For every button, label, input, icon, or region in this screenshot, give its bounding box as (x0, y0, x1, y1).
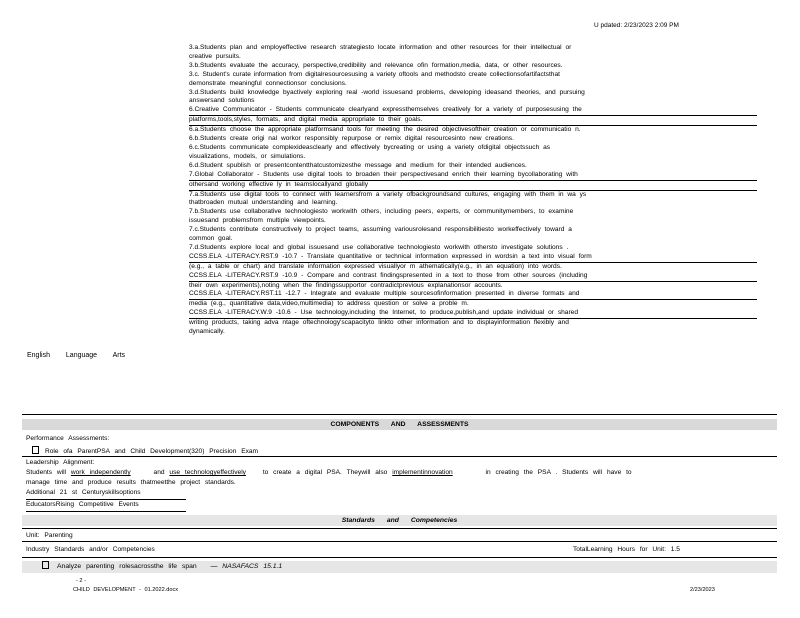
divider (22, 541, 777, 542)
standard-line: 7.Global Collaborator - Students use digital tools to broaden their perspectivesand enrich their learning bycollaborating with (189, 171, 757, 181)
industry-label: Industry Standards and/or Competencies (26, 546, 155, 553)
performance-item (26, 446, 258, 455)
standard-line: thatbroaden mutual understanding and learning. (189, 199, 338, 207)
components-header-band (22, 419, 777, 430)
text: Students will (26, 469, 67, 476)
components-title: COMPONENTS AND ASSESSMENTS (330, 421, 469, 428)
footer-filename: CHILD DEVELOPMENT - 01.2022.docx (73, 587, 179, 593)
standard-line: CCSS.ELA -LITERACY.W.9 -10.6 - Use technology,including the Internet, to produce,publish,and update individual or shared (189, 309, 757, 319)
divider (22, 414, 777, 415)
standard-line: CCSS.ELA -LITERACY.RST.9 -10.7 - Translate quantitative or technical information expressed in wordsin a text into visual form (189, 253, 757, 263)
standard-line: 3.c. Student's curate information from digitalresourcesusing a variety oftools and methodsto create collectionsofartifactsthat (189, 70, 560, 78)
text: in creating the PSA . Students will have to (485, 469, 632, 476)
standard-line: 7.a.Students use digital tools to connect with learnersfrom a variety ofbackgroundsand cultures, engaging with them in wa ys (189, 190, 587, 198)
standard-line: othersand working effective ly in teamslocallyand globally (189, 181, 757, 191)
subject-label: English Language Arts (27, 352, 126, 359)
footer-date: 2/23/2023 (690, 587, 715, 593)
divider (22, 528, 777, 529)
standard-line: 6.a.Students choose the appropriate platformsand tools for meeting the desired objectivesoftheir creation or communicatio n. (189, 126, 581, 134)
leadership-line-2: manage time and produce results thatmeetthe project standards. (26, 479, 236, 486)
divider (26, 499, 186, 500)
performance-item-text: Role ofa ParentPSA and Child Development(320) Precision Exam (45, 448, 259, 455)
text-underlined: use technologyeffectively (169, 469, 246, 476)
leadership-label: Leadership Alignment: (26, 459, 95, 466)
divider (22, 557, 777, 558)
text-underlined: implementinnovation (392, 469, 453, 476)
standard-line: 6.Creative Communicator - Students communicate clearlyand expressthemselves creatively for a variety of purposesusing the (189, 106, 757, 116)
standard-line: their own experiments),noting when the findingssupportor contradictprevious explanationsor accounts. (189, 281, 503, 289)
standard-line: dynamically. (189, 328, 225, 336)
leadership-line-1 (26, 469, 632, 476)
standard-line: 7.b.Students use collaborative technologiesto workwith others, including peers, experts, or communitymembers, to examine (189, 208, 574, 216)
standard-line: visualizations, models, or simulations. (189, 152, 306, 160)
standard-line: media (e.g., quantitative data,video,multimedia) to address question or solve a proble m. (189, 300, 469, 308)
total-learning-hours: TotalLearning Hours for Unit: 1.5 (573, 546, 680, 553)
standard-line: common goal. (189, 235, 233, 243)
standard-line: 6.c.Students communicate complexideasclearly and effectively bycreating or using a variety ofdigital objectssuch as (189, 143, 551, 151)
competency-text: Analyze parenting rolesacrossthe life span (57, 563, 197, 570)
text: and (153, 469, 165, 476)
standards-band (22, 515, 777, 526)
competency-code: — NASAFACS 15.1.1 (210, 563, 283, 570)
standard-line: writing products, taking adva ntage oftechnology'scapacityto linkto other information and to displayinformation flexibly and (189, 319, 569, 327)
standard-line: 7.d.Students explore local and global issuesand use collaborative technologiesto workwith othersto investigate solutions . (189, 243, 569, 251)
standard-line: CCSS.ELA -LITERACY.RST.11 -12.7 - Integrate and evaluate multiple sourcesofinformation presented in diverse formats and (189, 290, 757, 300)
standard-line: 6.b.Students create origi nal workor responsibly repurpose or remix digital resourcesinto new creations. (189, 135, 514, 143)
text-underlined: work independently (70, 469, 131, 476)
standard-line: (e.g., a table or chart) and translate information expressed visuallyor m athematically(e.g., in an equation) into words. (189, 262, 562, 270)
standard-line: 3.d.Students build knowledge byactively exploring real -world issuesand problems, developing ideasand theories, and pursuing (189, 88, 585, 96)
checkbox-icon[interactable] (32, 446, 39, 454)
competency-item (42, 561, 282, 572)
standards-band-title: Standards and Competencies (341, 517, 458, 524)
standard-line: 6.d.Student spublish or presentcontentthatcustomizesthe message and medium for their intended audiences. (189, 161, 527, 169)
divider (22, 456, 777, 457)
checkbox-icon[interactable] (42, 561, 49, 569)
performance-label: Performance Assessments: (26, 435, 110, 442)
standard-line: issuesand problemsfrom multiple viewpoints. (189, 217, 326, 225)
text: to create a digital PSA. Theywill also (262, 469, 388, 476)
divider (26, 511, 186, 512)
standard-line: demonstrate meaningful connectionsor conclusions. (189, 79, 347, 87)
unit-label: Unit: Parenting (26, 532, 73, 539)
standard-line: 3.b.Students evaluate the accuracy, perspective,credibility and relevance ofin formation,media, data, or other resources. (189, 61, 563, 69)
standard-line: platforms,tools,styles, formats, and digital media appropriate to their goals. (189, 116, 757, 126)
standard-line: 3.a.Students plan and employeffective research strategiesto locate information and other resources for their intellectual or (189, 44, 572, 51)
additional-skills-label: Additional 21 st Centuryskillsoptions (26, 489, 141, 496)
standard-line: CCSS.ELA -LITERACY.RST.9 -10.9 - Compare and contrast findingspresented in a text to those from other sources (including (189, 272, 757, 282)
educators-rising-text: EducatorsRising Competitive Events (26, 501, 139, 508)
page-number: - 2 - (76, 578, 86, 584)
standard-line: 7.c.Students contribute constructively to project teams, assuming variousrolesand responsibilitiesto workeffectively toward a (189, 226, 572, 234)
standards-text-block (189, 44, 757, 337)
standard-line: creative pursuits. (189, 52, 241, 60)
updated-timestamp: U pdated: 2/23/2023 2:09 PM (594, 22, 679, 29)
competency-row (22, 561, 777, 573)
standard-line: answersand solutions (189, 97, 255, 105)
